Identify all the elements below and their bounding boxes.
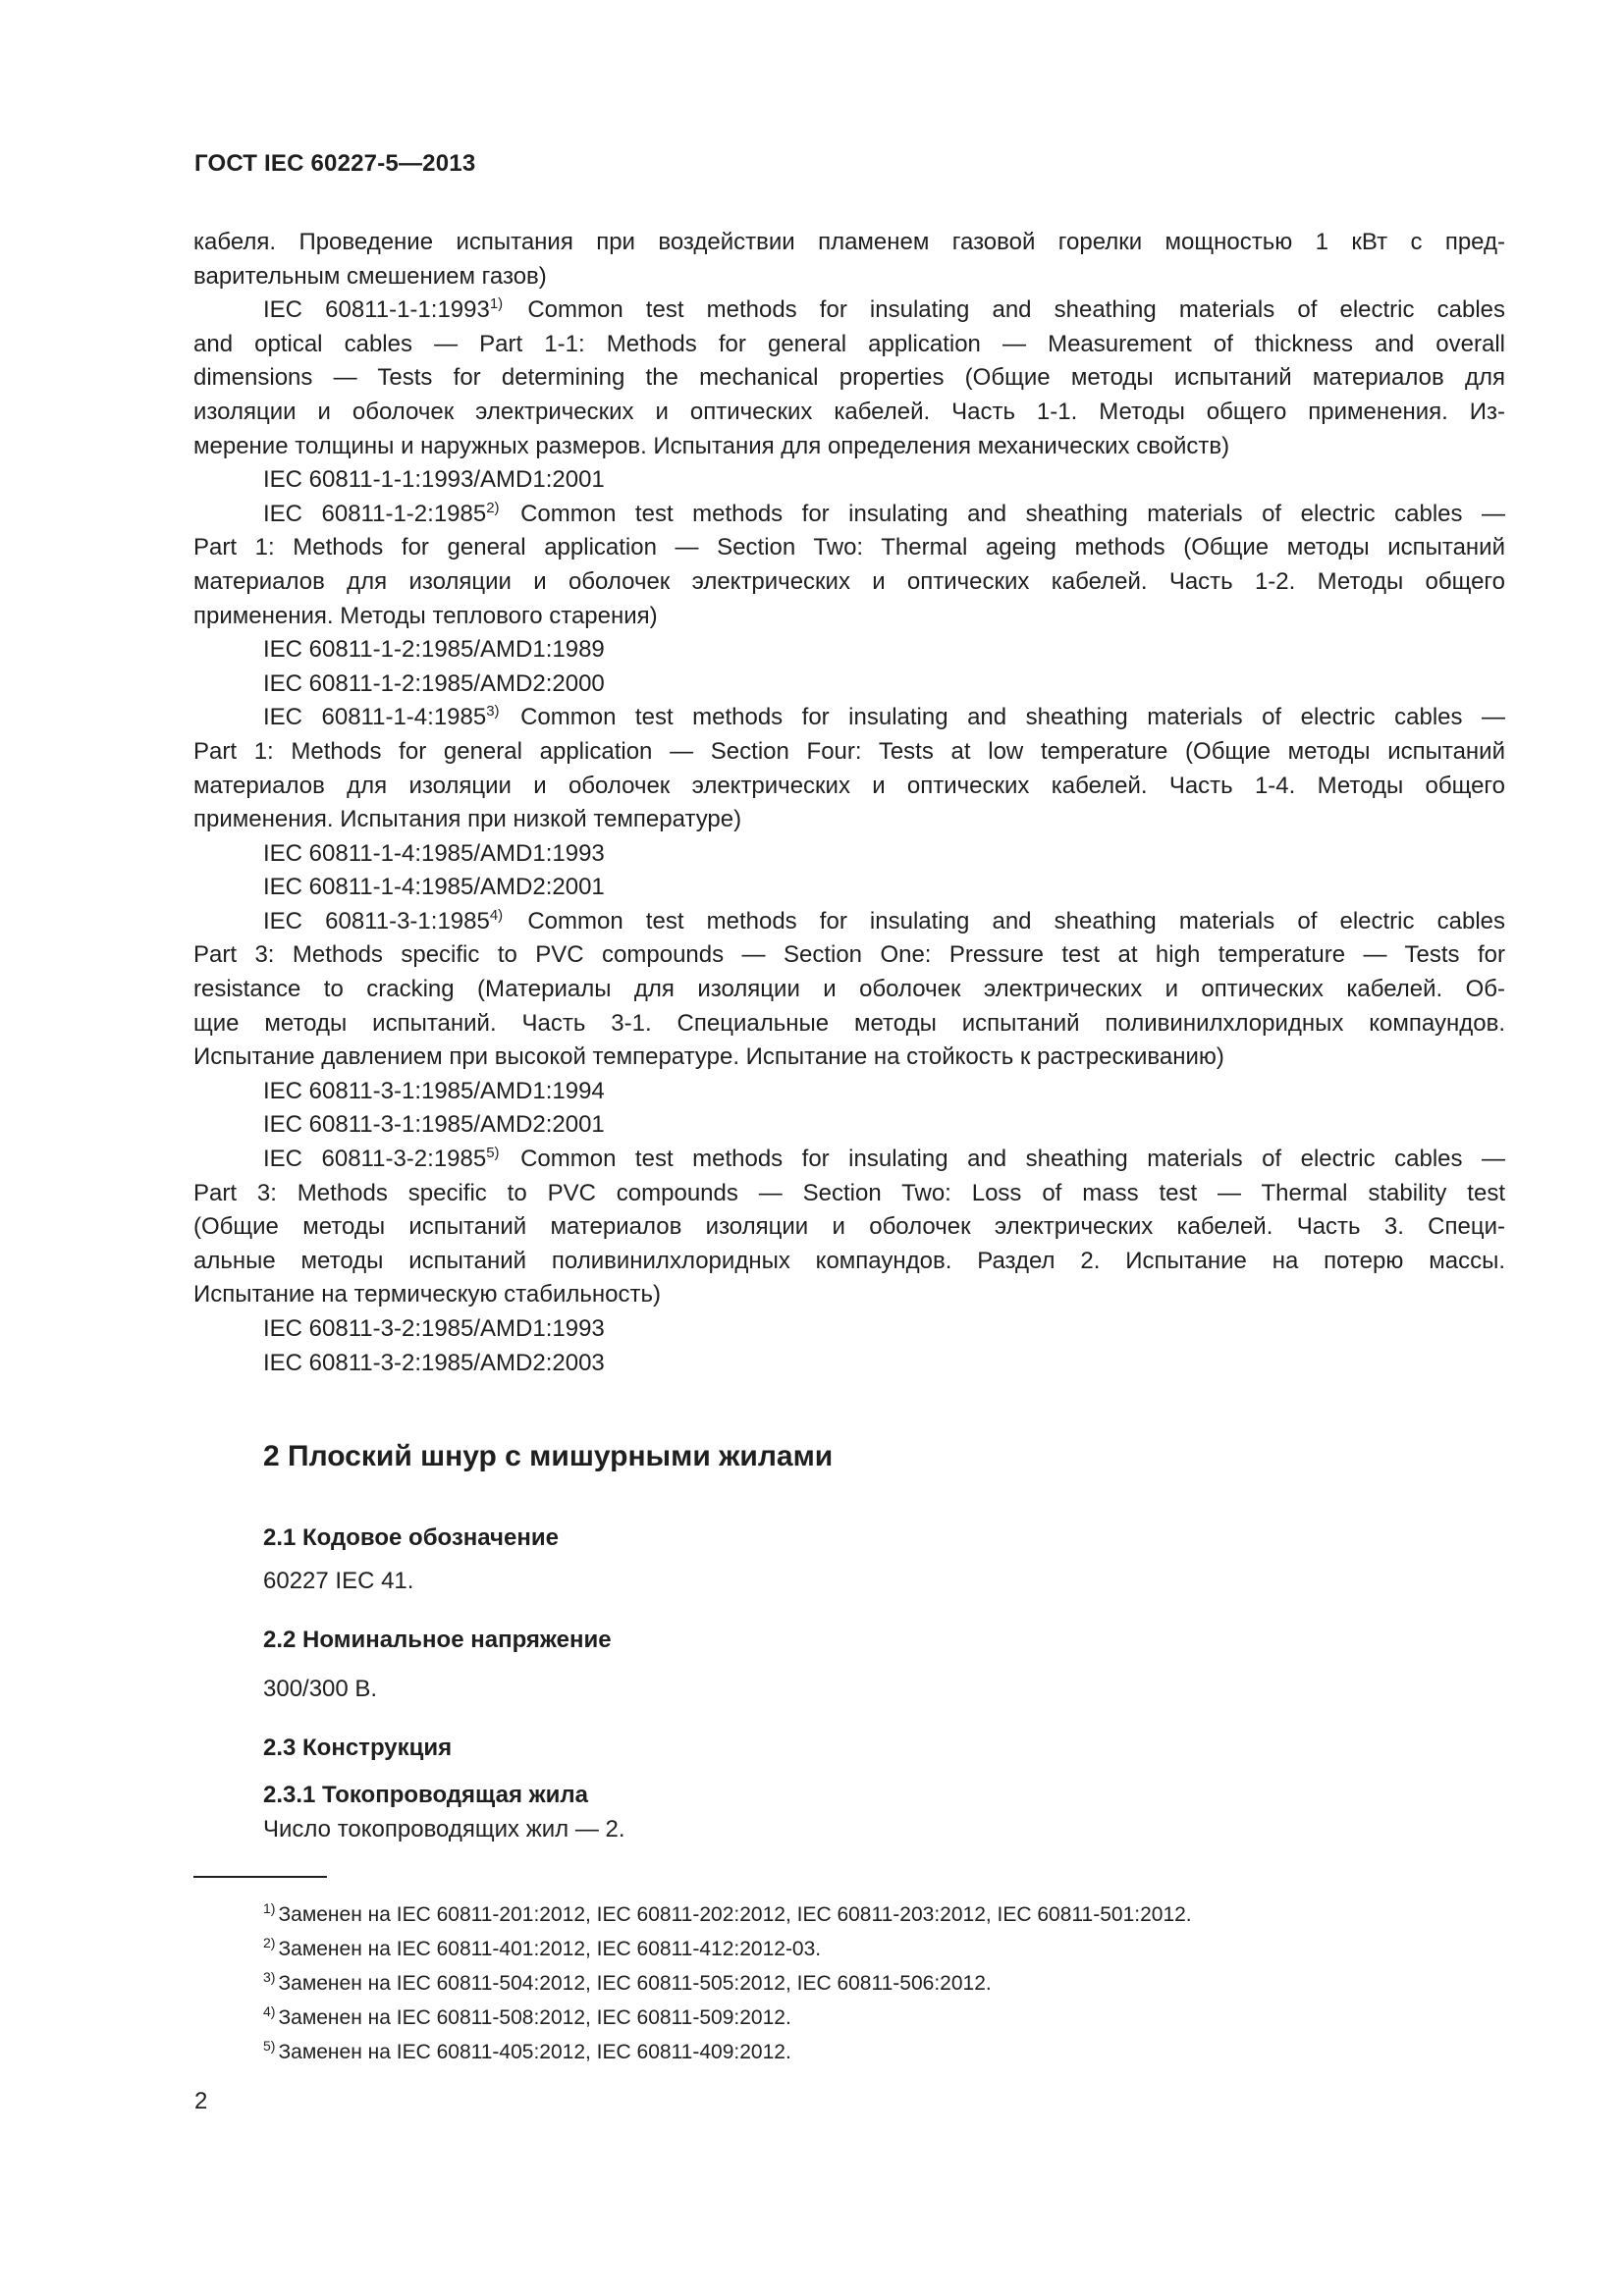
footnote-marker[interactable]: 3) [486, 703, 500, 721]
footnotes [263, 1897, 1192, 2069]
footnote-number: 4) [263, 2003, 276, 2019]
line-text: IEC 60811-1-4:1985/AMD2:2001 [263, 874, 605, 901]
text-line [193, 1075, 1505, 1109]
line-text: Common test methods for insulating and sheathing materials of electric cables [505, 907, 1506, 934]
rated-voltage-value: 300/300 В. [263, 1676, 378, 1702]
footnote-number: 2) [263, 1935, 276, 1950]
subsection-heading-2-3-1: 2.3.1 Токопроводящая жила [263, 1782, 588, 1808]
text-line [193, 1007, 1505, 1041]
text-line [193, 735, 1505, 770]
line-text: Part 1: Methods for general application — Section Four: Tests at low temperature (Общие методы испытаний [193, 737, 1505, 765]
text-line [193, 565, 1505, 600]
section-title: 2 Плоский шнур с мишурными жилами [263, 1440, 834, 1472]
text-line [193, 1143, 1505, 1177]
line-text: IEC 60811-1-2:1985/AMD2:2000 [263, 669, 605, 697]
text-line [193, 871, 1505, 905]
footnote-number: 3) [263, 1969, 276, 1985]
text-line [193, 837, 1505, 872]
text-line [193, 701, 1505, 735]
standard-reference: IEC 60811-1-2:1985 [263, 500, 487, 527]
line-text: варительным смешением газов) [193, 262, 547, 290]
line-text: Испытание на термическую стабильность) [193, 1281, 661, 1308]
line-text: Испытание давлением при высокой температуре. Испытание на стойкость к растрескиванию) [193, 1043, 1224, 1071]
text-line [193, 1108, 1505, 1143]
standard-reference: IEC 60811-3-2:1985 [263, 1146, 487, 1173]
conductor-count-text: Число токопроводящих жил — 2. [263, 1816, 625, 1842]
footnote-item [263, 2001, 1192, 2035]
text-line [193, 396, 1505, 430]
line-text: щие методы испытаний. Часть 3-1. Специальные методы испытаний поливинилхлоридных компаундов. [193, 1009, 1505, 1037]
text-line [193, 905, 1505, 939]
footnote-divider [193, 1876, 327, 1878]
footnote-item [263, 1897, 1192, 1932]
text-line [193, 531, 1505, 565]
text-line [193, 667, 1505, 702]
standard-reference: IEC 60811-1-1:1993 [263, 296, 490, 324]
line-text: применения. Испытания при низкой температуре) [193, 806, 742, 833]
text-line [193, 1177, 1505, 1211]
text-line [193, 294, 1505, 328]
text-line [193, 1347, 1505, 1381]
footnote-text: Заменен на IEC 60811-504:2012, IEC 60811-505:2012, IEC 60811-506:2012. [278, 1972, 992, 1995]
text-line [193, 600, 1505, 634]
normative-references-text [193, 226, 1505, 1380]
line-text: Common test methods for insulating and sheathing materials of electric cables — [501, 1146, 1506, 1173]
standard-reference: IEC 60811-1-4:1985 [263, 704, 487, 731]
subsection-heading-2-1: 2.1 Кодовое обозначение [263, 1524, 559, 1551]
subsection-heading-2-3: 2.3 Конструкция [263, 1735, 453, 1761]
text-line [193, 1312, 1505, 1347]
line-text: материалов для изоляции и оболочек электрических и оптических кабелей. Часть 1-4. Методы общего [193, 772, 1505, 799]
text-line [193, 1245, 1505, 1279]
line-text: IEC 60811-1-2:1985/AMD1:1989 [263, 636, 605, 664]
line-text: IEC 60811-1-1:1993/AMD1:2001 [263, 466, 605, 494]
footnote-text: Заменен на IEC 60811-201:2012, IEC 60811-202:2012, IEC 60811-203:2012, IEC 60811-501:2012. [278, 1903, 1192, 1926]
line-text: (Общие методы испытаний материалов изоляции и оболочек электрических кабелей. Часть 3. Специ- [193, 1213, 1505, 1241]
footnote-item [263, 2035, 1192, 2069]
line-text: Part 3: Methods specific to PVC compounds — Section One: Pressure test at high temperature — Tests for [193, 941, 1505, 969]
text-line [193, 430, 1505, 464]
running-header: ГОСТ IEC 60227-5—2013 [194, 150, 476, 177]
line-text: мерение толщины и наружных размеров. Испытания для определения механических свойств) [193, 432, 1230, 459]
footnote-number: 5) [263, 2038, 276, 2054]
footnote-item [263, 1966, 1192, 2001]
line-text: альные методы испытаний поливинилхлоридных компаундов. Раздел 2. Испытание на потерю массы. [193, 1247, 1505, 1274]
footnote-text: Заменен на IEC 60811-405:2012, IEC 60811-409:2012. [278, 2041, 791, 2063]
standard-reference: IEC 60811-3-1:1985 [263, 907, 490, 934]
footnote-marker[interactable]: 4) [489, 906, 504, 924]
line-text: применения. Методы теплового старения) [193, 602, 658, 629]
text-line [193, 260, 1505, 294]
footnote-marker[interactable]: 5) [486, 1145, 500, 1162]
line-text: Common test methods for insulating and sheathing materials of electric cables [505, 296, 1506, 324]
line-text: IEC 60811-1-4:1985/AMD1:1993 [263, 839, 605, 867]
text-line [193, 973, 1505, 1007]
text-line [193, 633, 1505, 667]
line-text: Common test methods for insulating and sheathing materials of electric cables — [501, 704, 1506, 731]
line-text: dimensions — Tests for determining the mechanical properties (Общие методы испытаний материалов для [193, 364, 1505, 392]
subsection-heading-2-2: 2.2 Номинальное напряжение [263, 1627, 612, 1653]
line-text: материалов для изоляции и оболочек электрических и оптических кабелей. Часть 1-2. Методы общего [193, 567, 1505, 595]
footnote-item [263, 1932, 1192, 1966]
line-text: кабеля. Проведение испытания при воздействии пламенем газовой горелки мощностью 1 кВт с пред- [193, 229, 1505, 255]
text-line [193, 938, 1505, 973]
footnote-text: Заменен на IEC 60811-401:2012, IEC 60811-412:2012-03. [278, 1938, 822, 1960]
text-line [193, 498, 1505, 532]
text-line [193, 770, 1505, 804]
line-text: Part 3: Methods specific to PVC compounds — Section Two: Loss of mass test — Thermal stability test [193, 1179, 1505, 1206]
footnote-number: 1) [263, 1900, 276, 1916]
line-text: IEC 60811-3-1:1985/AMD1:1994 [263, 1077, 605, 1104]
line-text: resistance to cracking (Материалы для изоляции и оболочек электрических и оптических кабелей. Об- [193, 976, 1505, 1003]
text-line [193, 361, 1505, 396]
text-line [193, 1278, 1505, 1312]
line-text: IEC 60811-3-2:1985/AMD1:1993 [263, 1315, 605, 1342]
text-line [193, 328, 1505, 362]
footnote-marker[interactable]: 2) [486, 499, 500, 516]
text-line [193, 803, 1505, 837]
text-line [193, 226, 1505, 260]
page-number: 2 [194, 2088, 208, 2114]
text-line [193, 1210, 1505, 1245]
line-text: Part 1: Methods for general application — Section Two: Thermal ageing methods (Общие методы испытаний [193, 534, 1505, 561]
line-text: IEC 60811-3-1:1985/AMD2:2001 [263, 1111, 605, 1139]
text-line [193, 1041, 1505, 1075]
code-designation-value: 60227 IEC 41. [263, 1568, 414, 1594]
line-text: and optical cables — Part 1-1: Methods for general application — Measurement of thickness and overall [193, 330, 1505, 357]
line-text: изоляции и оболочек электрических и оптических кабелей. Часть 1-1. Методы общего применения. Из- [193, 398, 1505, 425]
line-text: IEC 60811-3-2:1985/AMD2:2003 [263, 1349, 605, 1376]
footnote-marker[interactable]: 1) [489, 295, 504, 313]
footnote-text: Заменен на IEC 60811-508:2012, IEC 60811-509:2012. [278, 2006, 791, 2029]
line-text: Common test methods for insulating and sheathing materials of electric cables — [501, 500, 1506, 527]
text-line [193, 463, 1505, 498]
